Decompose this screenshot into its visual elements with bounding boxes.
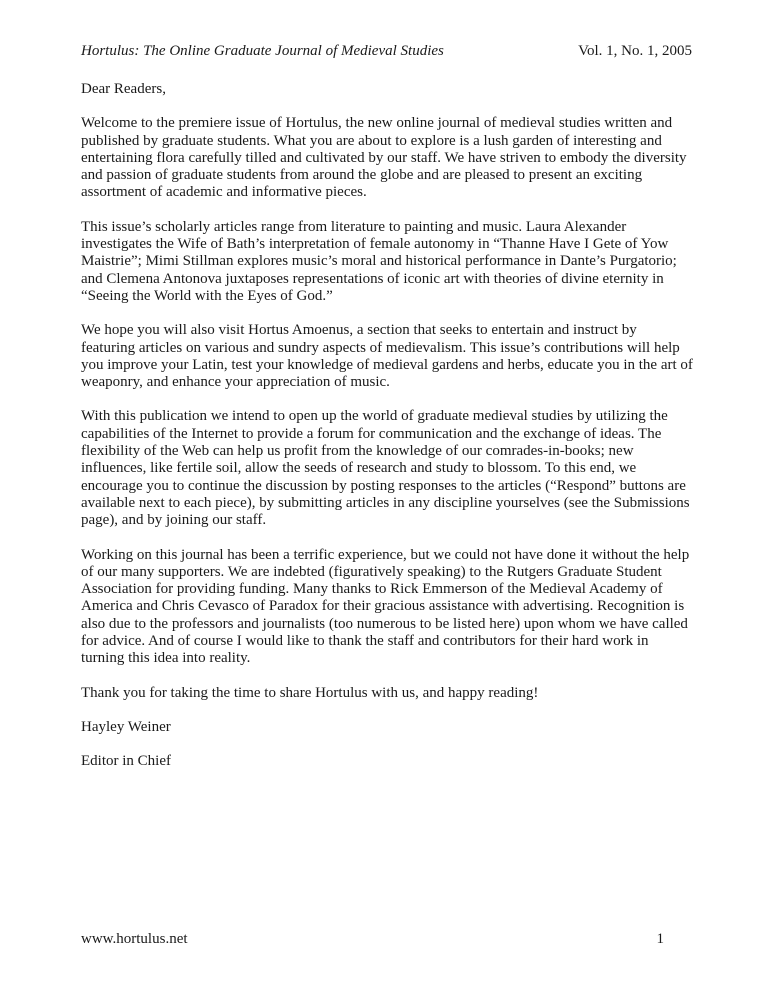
paragraph-hortus-amoenus: We hope you will also visit Hortus Amoenus, a section that seeks to entertain and instruct by featuring articles on various and sundry aspects of medievalism. This issue’s contributions will help you improve your Latin, test your knowledge of medieval gardens and herbs, educate you in the art of weaponry, and enhance your appreciation of music.	[81, 322, 693, 391]
journal-title: Hortulus: The Online Graduate Journal of Medieval Studies	[81, 43, 444, 59]
page-number: 1	[656, 931, 664, 947]
paragraph-articles: This issue’s scholarly articles range from literature to painting and music. Laura Alexander investigates the Wife of Bath’s interpretation of female autonomy in “Thanne Have I Gete of Yow Maistrie”; Mimi Stillman explores music’s moral and historical performance in Dante’s Purgatorio; and Clemena Antonova juxtaposes representations of iconic art with theories of divine eternity in “Seeing the World with the Eyes of God.”	[81, 218, 677, 304]
paragraph-acknowledgements: Working on this journal has been a terrific experience, but we could not have done it without the help of our many supporters. We are indebted (figuratively speaking) to the Rutgers Graduate Student Association for providing funding. Many thanks to Rick Emmerson of the Medieval Academy of America and Chris Cevasco of Paradox for their gracious assistance with advertising. Recognition is also due to the professors and journalists (too numerous to be listed here) upon whom we have called for advice. And of course I would like to thank the staff and contributors for their hard work in turning this idea into reality.	[81, 546, 690, 667]
letter-body	[81, 81, 693, 788]
paragraph-welcome: Welcome to the premiere issue of Hortulus, the new online journal of medieval studies written and published by graduate students. What you are about to explore is a lush garden of interesting and entertaining flora carefully tilled and cultivated by our staff. We have striven to embody the diversity and passion of graduate students from around the globe and are pleased to present an exciting assortment of academic and informative pieces.	[81, 115, 687, 201]
running-footer	[81, 931, 664, 948]
paragraph-closing: Thank you for taking the time to share Hortulus with us, and happy reading!	[81, 684, 539, 701]
volume-info: Vol. 1, No. 1, 2005	[578, 43, 692, 59]
website-url: www.hortulus.net	[81, 931, 188, 947]
paragraph-publication-goals: With this publication we intend to open up the world of graduate medieval studies by utilizing the capabilities of the Internet to provide a forum for communication and the exchange of ideas. The flexibility of the Web can help us profit from the knowledge of our comrades-in-books; new influences, like fertile soil, allow the seeds of research and study to blossom. To this end, we encourage you to continue the discussion by posting responses to the articles (“Respond” buttons are available next to each piece), by submitting articles in any discipline yourselves (see the Submissions page), and by joining our staff.	[81, 408, 690, 529]
running-header	[81, 43, 692, 63]
signature-name: Hayley Weiner	[81, 718, 171, 735]
signature-title: Editor in Chief	[81, 753, 171, 770]
salutation: Dear Readers,	[81, 81, 166, 97]
